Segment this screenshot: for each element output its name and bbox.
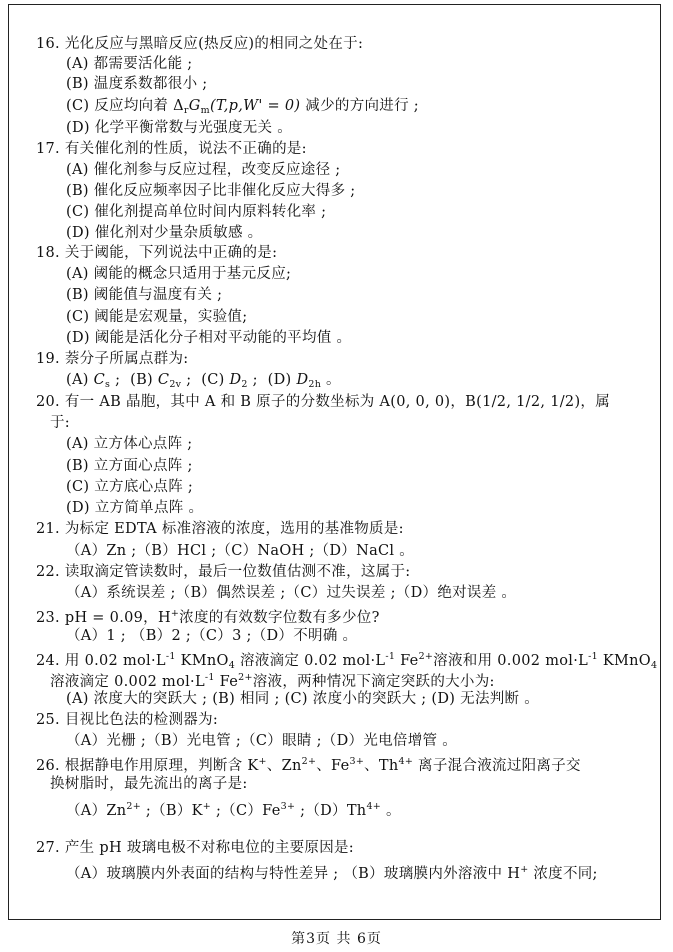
question-19-stem: 19. 萘分子所属点群为: — [36, 351, 189, 367]
question-16-option-d: (D) 化学平衡常数与光强度无关 。 — [66, 120, 293, 136]
question-16-option-c: (C) 反应均向着 $\Delta_rG_m(T,p,W' = 0)$ 减少的方向进行 ; — [66, 98, 419, 116]
question-18-option-c: (C) 阈能是宏观量，实验值; — [66, 309, 248, 325]
question-20-stem-cont: 于: — [50, 415, 70, 431]
question-26-options: $(A)Zn^{2+}$ ;（B）K+ $;(C)Fe^{3+}$ $;(D)Th^{4+}$ 。 — [66, 801, 401, 819]
question-23-options: （A）1 ; （B）2 ;（C）3 ;（D）不明确 。 — [66, 628, 358, 644]
question-17-option-d: (D) 催化剂对少量杂质敏感 。 — [66, 225, 263, 241]
question-24-options: (A) 浓度大的突跃大 ; (B) 相同 ; (C) 浓度小的突跃大 ; (D) 无法判断 。 — [66, 691, 540, 707]
question-21-stem: 21. 为标定 EDTA 标准溶液的浓度，选用的基准物质是: — [36, 521, 404, 537]
question-22-options: （A）系统误差 ;（B）偶然误差 ;（C）过失误差 ;（D）绝对误差 。 — [66, 585, 517, 601]
question-19-options: (A) $C_s$ ; (B) $C_{2v}$ ; (C) $D_2$ ; (D) $D_{2h}$ 。 — [66, 372, 341, 390]
question-26-stem: 26. 根据静电作用原理，判断含 K+、$Zn^{2+}$、$Fe^{3+}$、$Th^{4+}$ 离子混合液流过阳离子交 — [36, 756, 581, 774]
question-25-options: （A）光栅 ;（B）光电管 ;（C）眼睛 ;（D）光电倍增管 。 — [66, 733, 458, 749]
question-24-stem-cont: 溶液滴定 0.002 $mol\cdot L^{-1}$ $Fe^{2+}$溶液，两种情况下滴定突跃的大小为: — [50, 672, 495, 690]
question-25-stem: 25. 目视比色法的检测器为: — [36, 712, 219, 728]
question-16-stem: 16. 光化反应与黑暗反应(热反应)的相同之处在于: — [36, 36, 364, 52]
question-23-stem: 23. pH = 0.09，H+浓度的有效数字位数有多少位? — [36, 608, 380, 626]
question-17-option-b: (B) 催化反应频率因子比非催化反应大得多 ; — [66, 183, 356, 199]
question-24-stem: 24. 用 0.02 $mol\cdot L^{-1}$ KMnO$_4$ 溶液滴定 0.02 $mol\cdot L^{-1}$ $Fe^{2+}$溶液和用 0.002 $mol\cdot L^{-1}$ KMnO$_4$ — [36, 651, 658, 671]
question-18-option-b: (B) 阈能值与温度有关 ; — [66, 287, 223, 303]
question-27-stem: 27. 产生 pH 玻璃电极不对称电位的主要原因是: — [36, 840, 354, 856]
question-20-option-a: (A) 立方体心点阵 ; — [66, 436, 193, 452]
question-20-option-c: (C) 立方底心点阵 ; — [66, 479, 194, 495]
question-18-option-a: (A) 阈能的概念只适用于基元反应; — [66, 266, 292, 282]
question-17-option-a: (A) 催化剂参与反应过程，改变反应途径 ; — [66, 162, 341, 178]
question-18-option-d: (D) 阈能是活化分子相对平动能的平均值 。 — [66, 330, 352, 346]
question-17-option-c: (C) 催化剂提高单位时间内原料转化率 ; — [66, 204, 327, 220]
question-20-option-b: (B) 立方面心点阵 ; — [66, 458, 193, 474]
question-21-options: （A）Zn ;（B）HCl ;（C）NaOH ;（D）NaCl 。 — [66, 543, 415, 559]
question-17-stem: 17. 有关催化剂的性质，说法不正确的是: — [36, 141, 307, 157]
question-16-option-b: (B) 温度系数都很小 ; — [66, 76, 208, 92]
question-20-option-d: (D) 立方简单点阵 。 — [66, 500, 204, 516]
question-27-options: （A）玻璃膜内外表面的结构与特性差异 ; （B）玻璃膜内外溶液中 H+ 浓度不同; — [66, 864, 598, 882]
question-26-stem-cont: 换树脂时，最先流出的离子是: — [50, 776, 248, 792]
question-18-stem: 18. 关于阈能，下列说法中正确的是: — [36, 245, 278, 261]
question-22-stem: 22. 读取滴定管读数时，最后一位数值估测不准，这属于: — [36, 564, 411, 580]
question-20-stem: 20. 有一 AB 晶胞，其中 A 和 B 原子的分数坐标为 A(0, 0, 0)，B(1/2, 1/2, 1/2)，属 — [36, 394, 610, 410]
question-16-option-a: (A) 都需要活化能 ; — [66, 56, 193, 72]
page-number-footer: 第3页 共 6页 — [291, 931, 382, 947]
